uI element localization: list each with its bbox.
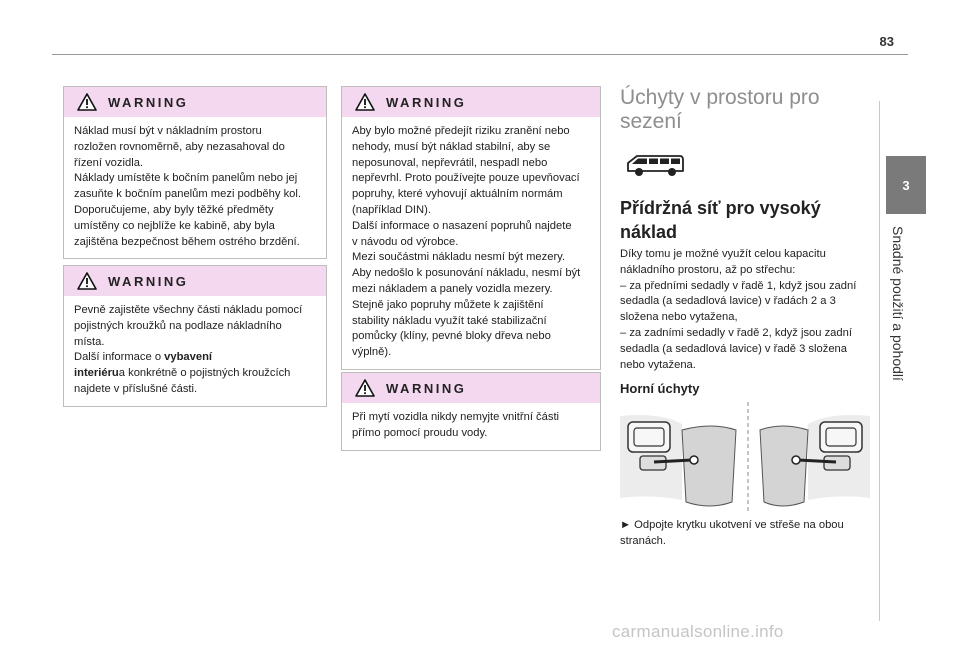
text-line: – za zadními sedadly v řadě 2, když jsou zadní	[620, 326, 852, 339]
warning-header	[342, 373, 600, 403]
page-number: 83	[879, 34, 894, 49]
text-line: Při mytí vozidla nikdy nemyjte vnitřní části	[352, 411, 560, 423]
text-line: výplně).	[352, 346, 392, 359]
text-line: Díky tomu je možné využít celou kapacitu	[620, 248, 826, 260]
text-line: umístěny co nejblíže ke kabině, aby byla	[74, 219, 275, 232]
right-anchor-detail	[760, 415, 870, 506]
warning-box	[63, 265, 327, 407]
text-line: řízení vozidla.	[74, 156, 144, 169]
warning-header	[64, 266, 326, 296]
top-rule	[52, 54, 908, 55]
title-line: náklad	[620, 222, 678, 242]
text-line: nepřevrhl. Proto používejte pouze upevňovací	[352, 172, 580, 185]
text-fragment: a konkrétně o pojistných kroužcích	[118, 367, 291, 380]
side-rule	[879, 101, 880, 621]
cross-reference-link[interactable]: interiéru	[74, 367, 119, 380]
warning-title: WARNING	[108, 273, 189, 289]
text-line: nehody, musí být náklad stabilní, aby se	[352, 140, 551, 153]
text-line	[74, 350, 316, 366]
warning-header	[342, 87, 600, 117]
text-line: rozložen rovnoměrně, aby nezasahoval do	[74, 140, 285, 153]
left-anchor-detail	[620, 415, 736, 506]
warning-triangle-icon	[355, 93, 375, 111]
warning-box	[341, 372, 601, 451]
text-line: popruhy, které vyhovují aktuálním normám	[352, 188, 563, 201]
cross-reference-link[interactable]: vybavení	[164, 351, 213, 364]
text-line: Stejně jako popruhy můžete k zajištění	[352, 298, 544, 311]
warning-triangle-icon	[355, 379, 375, 397]
warning-title: WARNING	[108, 94, 189, 110]
title-line: Přídržná síť pro vysoký	[620, 198, 821, 218]
body-text	[620, 247, 875, 373]
text-line: Aby bylo možné předejít riziku zranění nebo	[352, 125, 570, 137]
warning-triangle-icon	[77, 272, 97, 290]
warning-text	[342, 403, 600, 450]
text-line: Náklady umístěte k bočním panelům nebo jej	[74, 172, 298, 185]
text-line: přímo pomocí proudu vody.	[352, 426, 488, 439]
instruction-step	[620, 518, 870, 550]
text-line: Mezi součástmi nákladu nesmí být mezery.	[352, 251, 566, 264]
text-line: nákladního prostoru, až po střechu:	[620, 263, 796, 276]
text-line: ► Odpojte krytku ukotvení ve střeše na obou	[620, 519, 844, 531]
warning-text	[342, 117, 600, 369]
warning-header	[64, 87, 326, 117]
chapter-tab[interactable]: 3	[886, 156, 926, 214]
text-line: složena nebo vytažena,	[620, 311, 738, 324]
chapter-title: Snadné použití a pohodlí	[890, 226, 906, 381]
title-line: sezení	[620, 110, 682, 133]
warning-text	[64, 296, 326, 406]
subsection-title	[620, 196, 860, 244]
text-line: Pevně zajistěte všechny části nákladu pomocí	[74, 304, 303, 316]
text-line: najdete v příslušné části.	[74, 382, 198, 395]
text-line: zasuňte k bočním panelům mezi podběhy kol.	[74, 188, 301, 201]
text-line: v návodu od výrobce.	[352, 235, 459, 248]
van-icon	[625, 152, 685, 178]
text-line: stability nákladu využít také stabilizační	[352, 314, 547, 327]
warning-box	[63, 86, 327, 259]
text-line: Další informace o nasazení popruhů najdete	[352, 219, 572, 232]
text-line: mezi nákladem a panely vozidla mezery.	[352, 282, 553, 295]
warning-title: WARNING	[386, 380, 467, 396]
text-line: – za předními sedadly v řadě 1, když jsou zadní	[620, 279, 857, 292]
text-line: sedadla (a sedadlová lavice) v řadách 2 a 3	[620, 295, 836, 308]
roof-anchor-illustration	[620, 402, 870, 512]
text-line	[74, 366, 316, 382]
section-title	[620, 86, 870, 134]
warning-text	[64, 117, 326, 258]
text-line: nebo vytažena.	[620, 358, 696, 371]
text-line: místa.	[74, 335, 105, 348]
text-line: pojistných kroužků na podlaze nákladního	[74, 319, 282, 332]
text-line: Aby nedošlo k posunování nákladu, nesmí být	[352, 267, 581, 280]
warning-box	[341, 86, 601, 370]
watermark: carmanualsonline.info	[612, 622, 784, 641]
warning-title: WARNING	[386, 94, 467, 110]
text-line: pomůcky (klíny, pevné bloky dřeva nebo	[352, 330, 551, 343]
heading-upper-anchors: Horní úchyty	[620, 381, 700, 396]
text-line: sedadla (a sedadlová lavice) v řadě 3 složena	[620, 342, 847, 355]
text-line: Doporučujeme, aby byly těžké předměty	[74, 203, 274, 216]
text-line: (například DIN).	[352, 203, 431, 216]
text-line: Náklad musí být v nákladním prostoru	[74, 125, 262, 137]
text-fragment: Další informace o	[74, 351, 165, 364]
text-line: stranách.	[620, 534, 667, 547]
title-line: Úchyty v prostoru pro	[620, 86, 820, 109]
warning-triangle-icon	[77, 93, 97, 111]
text-line: neposunoval, nepřevrátil, nespadl nebo	[352, 156, 548, 169]
text-line: zajištěna bezpečnost během ostrého brzdění.	[74, 235, 300, 248]
